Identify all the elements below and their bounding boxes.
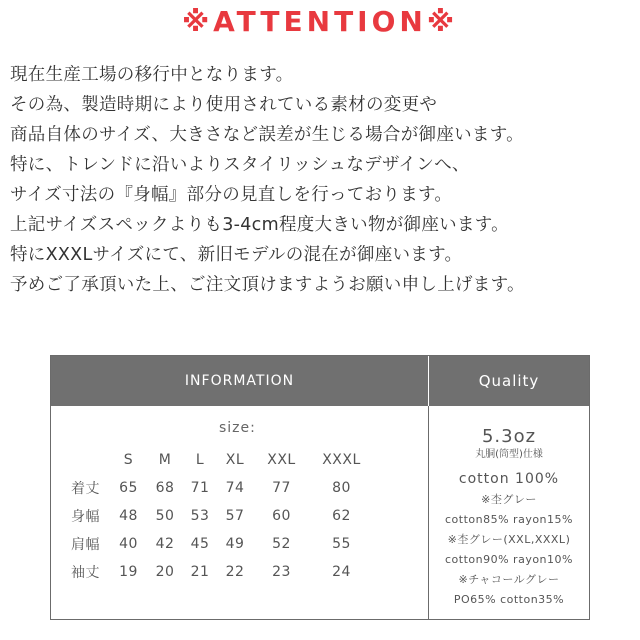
material-note: ※杢グレー — [481, 493, 537, 506]
row-label: 身幅 — [71, 509, 100, 525]
material-note: ※杢グレー(XXL,XXXL) — [447, 533, 571, 546]
table-cell: 60 — [272, 508, 291, 524]
table-cell: 42 — [155, 536, 175, 552]
attention-title: ※ATTENTION※ — [181, 5, 459, 38]
table-cell: 65 — [119, 480, 138, 496]
row-label: 袖丈 — [71, 565, 100, 581]
main-material: cotton 100% — [458, 471, 560, 487]
notice-text — [10, 60, 635, 300]
size-header: L — [195, 452, 205, 468]
table-cell: 49 — [225, 536, 245, 552]
size-header: XXXL — [322, 452, 361, 468]
table-cell: 62 — [332, 508, 351, 524]
table-cell: 19 — [119, 564, 138, 580]
info-table — [50, 355, 590, 620]
material-note: ※チャコールグレー — [458, 573, 560, 586]
row-label: 着丈 — [71, 481, 100, 497]
table-row — [71, 502, 374, 530]
size-header: S — [123, 452, 134, 468]
notice-line: 上記サイズスペックよりも3-4cm程度大きい物が御座います。 — [10, 215, 509, 235]
material-note: PO65% cotton35% — [453, 593, 565, 606]
information-header: INFORMATION — [51, 356, 428, 406]
size-label: size: — [219, 420, 256, 436]
size-header: XXL — [267, 452, 296, 468]
size-chart — [71, 446, 374, 586]
table-cell: 74 — [225, 480, 245, 496]
table-cell: 77 — [272, 480, 291, 496]
table-cell: 57 — [225, 508, 245, 524]
size-header-row — [71, 446, 374, 474]
quality-header: Quality — [429, 356, 589, 406]
notice-line: 現在生産工場の移行中となります。 — [10, 65, 294, 85]
table-row — [71, 474, 374, 502]
table-cell: 53 — [190, 508, 210, 524]
material-note: cotton90% rayon10% — [445, 553, 573, 566]
notice-line: 商品自体のサイズ、大きさなど誤差が生じる場合が御座います。 — [10, 125, 524, 145]
notice-line: 特に、トレンドに沿いよりスタイリッシュなデザインへ、 — [10, 155, 470, 175]
body-construction: 丸胴(筒型)仕様 — [475, 449, 543, 460]
table-cell: 68 — [155, 480, 175, 496]
table-cell: 45 — [190, 536, 210, 552]
notice-line: サイズ寸法の『身幅』部分の見直しを行っております。 — [10, 185, 453, 205]
table-cell: 24 — [332, 564, 351, 580]
table-cell: 20 — [155, 564, 175, 580]
fabric-weight: 5.3oz — [481, 426, 537, 447]
table-row — [71, 558, 374, 586]
table-cell: 52 — [272, 536, 291, 552]
size-header: M — [158, 452, 172, 468]
quality-panel — [429, 406, 589, 610]
table-cell: 71 — [190, 480, 210, 496]
table-cell: 21 — [190, 564, 210, 580]
material-note: cotton85% rayon15% — [445, 513, 573, 526]
table-cell: 55 — [332, 536, 351, 552]
notice-line: 特にXXXLサイズにて、新旧モデルの混在が御座います。 — [10, 245, 463, 265]
table-cell: 48 — [119, 508, 138, 524]
notice-line: 予めご了承頂いた上、ご注文頂けますようお願い申し上げます。 — [10, 275, 525, 295]
table-cell: 40 — [119, 536, 138, 552]
table-cell: 50 — [155, 508, 175, 524]
row-label: 肩幅 — [71, 537, 100, 553]
table-cell: 80 — [332, 480, 351, 496]
table-cell: 22 — [225, 564, 245, 580]
size-header: XL — [225, 452, 245, 468]
table-row — [71, 530, 374, 558]
table-cell: 23 — [272, 564, 291, 580]
notice-line: その為、製造時期により使用されている素材の変更や — [10, 95, 438, 115]
